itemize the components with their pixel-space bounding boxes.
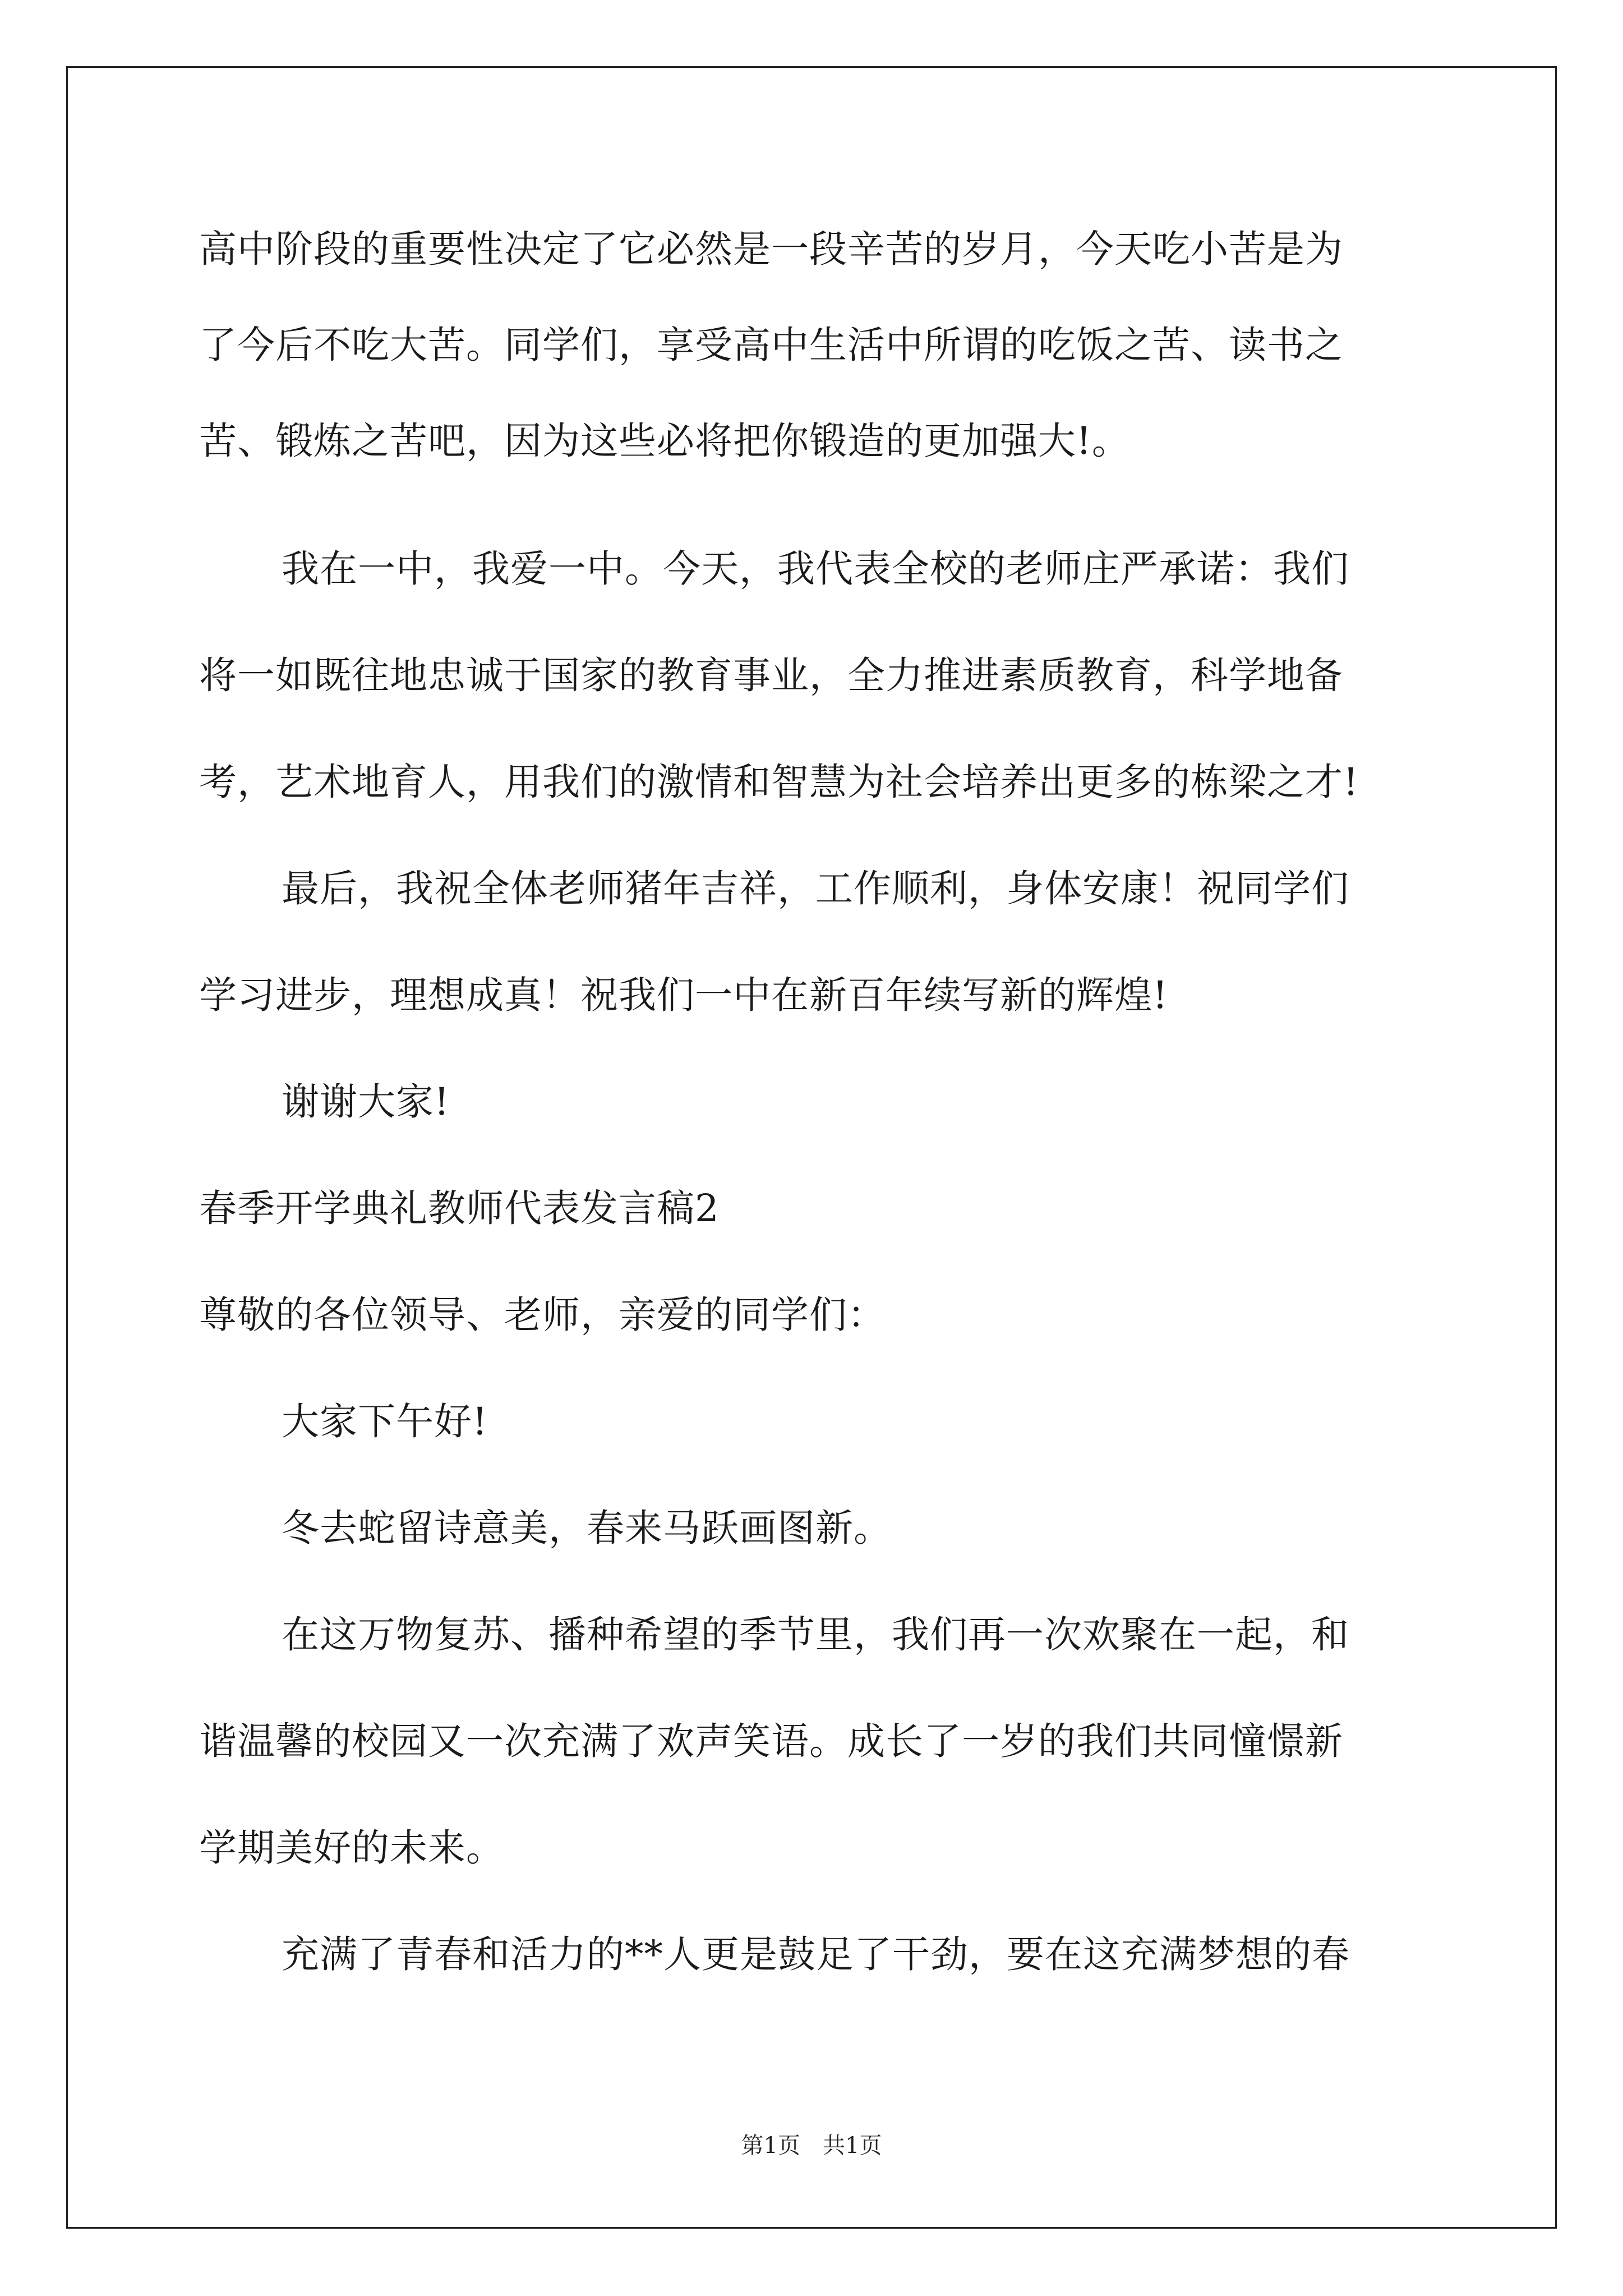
text-line-17: 充满了青春和活力的**人更是鼓足了干劲，要在这充满梦想的春 xyxy=(282,1932,1350,1976)
text-line-12: 大家下午好! xyxy=(282,1400,488,1443)
text-line-4: 我在一中，我爱一中。今天，我代表全校的老师庄严承诺：我们 xyxy=(282,547,1349,591)
text-line-13: 冬去蛇留诗意美，春来马跃画图新。 xyxy=(282,1506,892,1550)
text-line-1: 高中阶段的重要性决定了它必然是一段辛苦的岁月，今天吃小苦是为 xyxy=(199,227,1343,271)
section-heading: 春季开学典礼教师代表发言稿2 xyxy=(199,1186,720,1230)
text-line-2: 了今后不吃大苦。同学们，享受高中生活中所谓的吃饭之苦、读书之 xyxy=(199,323,1343,367)
text-line-7: 最后，我祝全体老师猪年吉祥，工作顺利，身体安康！祝同学们 xyxy=(282,867,1349,910)
page-footer: 第1页 共1页 xyxy=(741,2133,882,2159)
text-line-16: 学期美好的未来。 xyxy=(199,1826,504,1870)
text-line-6: 考，艺术地育人，用我们的激情和智慧为社会培养出更多的栋梁之才! xyxy=(199,760,1359,804)
salutation: 尊敬的各位领导、老师，亲爱的同学们： xyxy=(199,1293,886,1337)
text-line-3: 苦、锻炼之苦吧，因为这些必将把你锻造的更加强大!。 xyxy=(199,419,1130,463)
text-line-14: 在这万物复苏、播种希望的季节里，我们再一次欢聚在一起，和 xyxy=(282,1613,1349,1657)
text-line-9: 谢谢大家! xyxy=(282,1080,450,1124)
page-border xyxy=(66,66,1557,2229)
text-line-5: 将一如既往地忠诚于国家的教育事业，全力推进素质教育，科学地备 xyxy=(199,654,1343,697)
text-line-8: 学习进步，理想成真！祝我们一中在新百年续写新的辉煌! xyxy=(199,973,1168,1017)
text-line-15: 谐温馨的校园又一次充满了欢声笑语。成长了一岁的我们共同憧憬新 xyxy=(199,1719,1343,1763)
